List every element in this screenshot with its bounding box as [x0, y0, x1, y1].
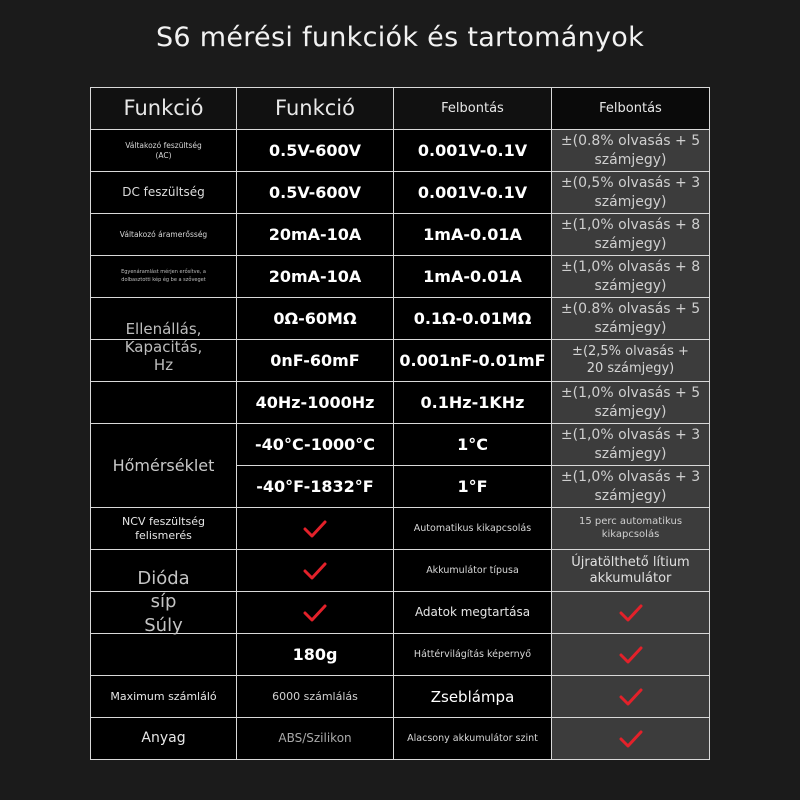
- material-value: ABS/Szilikon: [236, 717, 394, 760]
- function-temperature: Hőmérséklet: [90, 423, 237, 508]
- resolution-cell: 0.001V-0.1V: [393, 171, 552, 214]
- header-label: Felbontás: [441, 100, 504, 116]
- header-cell-resolution-1: [393, 87, 552, 130]
- resolution-cell: 1mA-0.01A: [393, 213, 552, 256]
- resistance-group-label: Ellenállás, Kapacitás, Hz: [124, 320, 203, 374]
- check-icon: [236, 591, 394, 634]
- auto-off-value: 15 perc automatikus kikapcsolás: [551, 507, 710, 550]
- feature-data-hold: Adatok megtartása: [393, 591, 552, 634]
- header-cell-resolution-2: [551, 87, 710, 130]
- accuracy-cell: ±(0.8% olvasás + 5 számjegy): [551, 297, 710, 340]
- accuracy-cell: ±(0.8% olvasás + 5 számjegy): [551, 129, 710, 172]
- accuracy-cell: ±(2,5% olvasás + 20 számjegy): [551, 339, 710, 382]
- function-empty-4: [90, 549, 237, 592]
- function-empty-6: [90, 633, 237, 676]
- range-cell: 20mA-10A: [236, 255, 394, 298]
- function-ncv: NCV feszültség felismerés: [90, 507, 237, 550]
- check-icon: [236, 549, 394, 592]
- function-empty-3: [90, 381, 237, 424]
- range-cell: 0nF-60mF: [236, 339, 394, 382]
- accuracy-cell: ±(1,0% olvasás + 5 számjegy): [551, 381, 710, 424]
- range-cell: 0Ω-60MΩ: [236, 297, 394, 340]
- feature-flashlight: Zseblámpa: [393, 675, 552, 718]
- resolution-cell: 0.1Ω-0.01MΩ: [393, 297, 552, 340]
- check-icon: [236, 507, 394, 550]
- feature-battery-type: Akkumulátor típusa: [393, 549, 552, 592]
- check-icon: [551, 633, 710, 676]
- function-empty-5: [90, 591, 237, 634]
- accuracy-cell: ±(1,0% olvasás + 8 számjegy): [551, 213, 710, 256]
- count-value: 6000 számlálás: [236, 675, 394, 718]
- range-cell: -40°F-1832°F: [236, 465, 394, 508]
- weight-value: 180g: [236, 633, 394, 676]
- resolution-cell: 0.1Hz-1KHz: [393, 381, 552, 424]
- feature-backlight: Háttérvilágítás képernyő: [393, 633, 552, 676]
- header-label: Felbontás: [599, 100, 662, 116]
- resolution-cell: 0.001nF-0.01mF: [393, 339, 552, 382]
- range-cell: 0.5V-600V: [236, 129, 394, 172]
- header-label: Funkció: [275, 95, 355, 120]
- range-cell: 0.5V-600V: [236, 171, 394, 214]
- range-cell: 40Hz-1000Hz: [236, 381, 394, 424]
- function-dc-current: Egyenáramlást mérjen erősítve, a dolbasztotti kép ég be a szőveget: [90, 255, 237, 298]
- function-dc-voltage: DC feszültség: [90, 171, 237, 214]
- diode-group-label: Dióda síp Súly: [137, 568, 190, 636]
- function-ac-voltage: Váltakozó feszültség (AC): [90, 129, 237, 172]
- check-icon: [551, 675, 710, 718]
- spec-table: [90, 87, 710, 753]
- check-icon: [551, 591, 710, 634]
- resolution-cell: 0.001V-0.1V: [393, 129, 552, 172]
- resolution-cell: 1°C: [393, 423, 552, 466]
- range-cell: 20mA-10A: [236, 213, 394, 256]
- accuracy-cell: ±(1,0% olvasás + 3 számjegy): [551, 465, 710, 508]
- function-material: Anyag: [90, 717, 237, 760]
- range-cell: -40°C-1000°C: [236, 423, 394, 466]
- resolution-cell: 1mA-0.01A: [393, 255, 552, 298]
- check-icon: [551, 717, 710, 760]
- page-title: S6 mérési funkciók és tartományok: [155, 22, 645, 53]
- feature-low-battery: Alacsony akkumulátor szint: [393, 717, 552, 760]
- header-cell-function-1: [90, 87, 237, 130]
- accuracy-cell: ±(1,0% olvasás + 8 számjegy): [551, 255, 710, 298]
- function-ac-current: Váltakozó áramerősség: [90, 213, 237, 256]
- accuracy-cell: ±(1,0% olvasás + 3 számjegy): [551, 423, 710, 466]
- function-max-counter: Maximum számláló: [90, 675, 237, 718]
- accuracy-cell: ±(0,5% olvasás + 3 számjegy): [551, 171, 710, 214]
- feature-auto-off: Automatikus kikapcsolás: [393, 507, 552, 550]
- header-label: Funkció: [123, 95, 204, 120]
- resolution-cell: 1°F: [393, 465, 552, 508]
- battery-type-value: Újratölthető lítium akkumulátor: [551, 549, 710, 592]
- function-empty-1: [90, 297, 237, 340]
- header-cell-function-2: [236, 87, 394, 130]
- function-empty-2: [90, 339, 237, 382]
